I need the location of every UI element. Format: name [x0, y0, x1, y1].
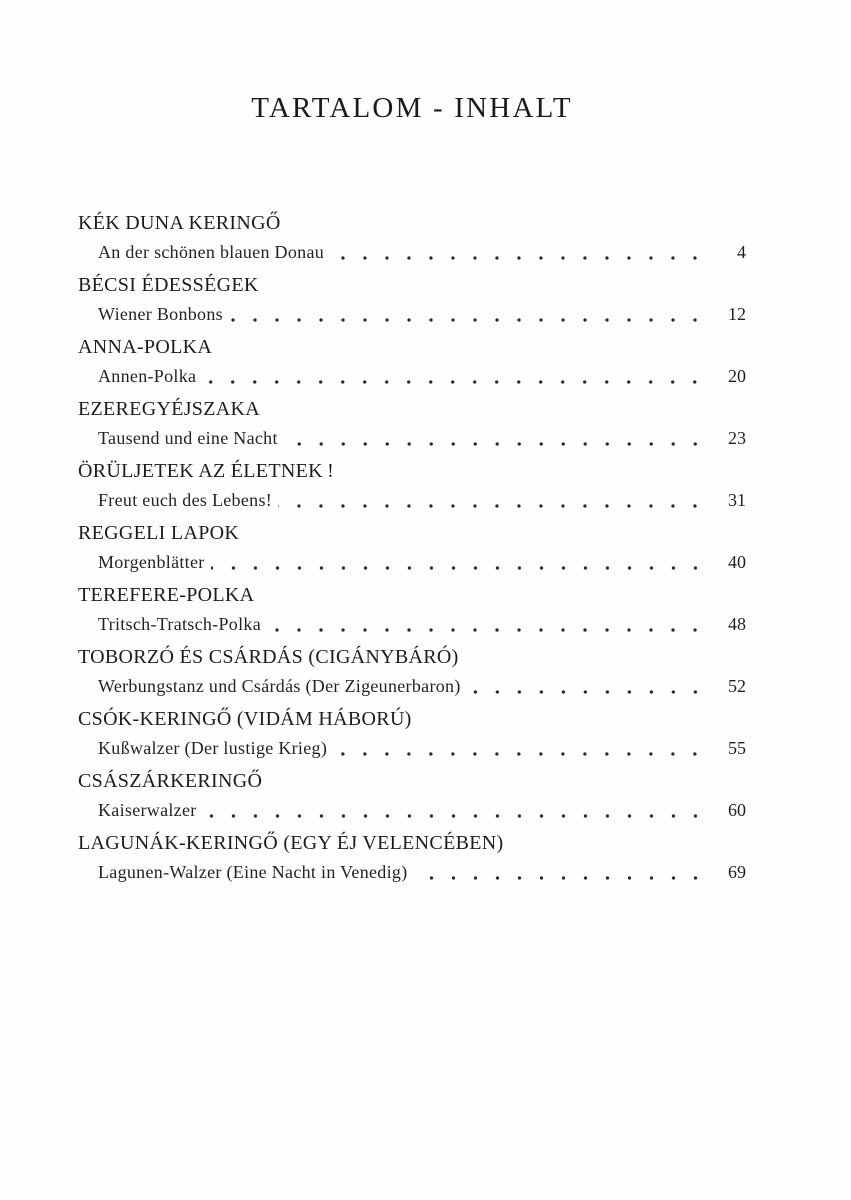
toc-entry: [78, 642, 746, 700]
entry-page-number: 69: [728, 862, 746, 882]
entry-title: ÖRÜLJETEK AZ ÉLETNEK !: [78, 460, 335, 482]
entry-subtitle-row: [78, 672, 746, 700]
entry-title: KÉK DUNA KERINGŐ: [78, 212, 281, 234]
toc-entry: [78, 270, 746, 328]
entry-subtitle-row: [78, 610, 746, 638]
toc-list: [78, 124, 746, 886]
toc-entry: [78, 208, 746, 266]
entry-page-number: 40: [728, 552, 746, 572]
dot-leader: [202, 362, 708, 390]
toc-entry: [78, 704, 746, 762]
entry-subtitle-row: [78, 548, 746, 576]
toc-entry: [78, 394, 746, 452]
entry-subtitle: Kaiserwalzer: [98, 800, 197, 820]
entry-page-number: 20: [728, 366, 746, 386]
entry-subtitle-row: [78, 796, 746, 824]
toc-entry: [78, 456, 746, 514]
entry-subtitle-row: [78, 734, 746, 762]
entry-page-number: 23: [728, 428, 746, 448]
entry-page-number: 4: [737, 242, 746, 262]
entry-page-number: 60: [728, 800, 746, 820]
dot-leader: [211, 548, 708, 576]
toc-entry: [78, 828, 746, 886]
entry-subtitle-row: [78, 300, 746, 328]
toc-entry: [78, 580, 746, 638]
dot-leader: [229, 300, 708, 328]
entry-subtitle-row: [78, 486, 746, 514]
entry-subtitle-row: [78, 424, 746, 452]
entry-title: CSÓK-KERINGŐ (VIDÁM HÁBORÚ): [78, 708, 412, 730]
entry-subtitle: Kußwalzer (Der lustige Krieg): [98, 738, 328, 758]
entry-title: REGGELI LAPOK: [78, 522, 240, 544]
entry-title: CSÁSZÁRKERINGŐ: [78, 770, 263, 792]
entry-subtitle-row: [78, 858, 746, 886]
page-title: TARTALOM - INHALT: [251, 92, 573, 124]
entry-title: ANNA-POLKA: [78, 336, 213, 358]
entry-subtitle: Annen-Polka: [98, 366, 197, 386]
entry-page-number: 48: [728, 614, 746, 634]
dot-leader: [203, 796, 708, 824]
entry-subtitle: Freut euch des Lebens!: [98, 490, 273, 510]
entry-title: TOBORZÓ ÉS CSÁRDÁS (CIGÁNYBÁRÓ): [78, 646, 459, 668]
toc-content: [78, 0, 746, 886]
entry-page-number: 55: [728, 738, 746, 758]
toc-entry: [78, 518, 746, 576]
entry-subtitle-row: [78, 238, 746, 266]
entry-page-number: 52: [728, 676, 746, 696]
dot-leader: [278, 486, 708, 514]
entry-title: BÉCSI ÉDESSÉGEK: [78, 274, 259, 296]
toc-entry: [78, 766, 746, 824]
toc-entry: [78, 332, 746, 390]
entry-title: EZEREGYÉJSZAKA: [78, 398, 260, 420]
entry-subtitle-row: [78, 362, 746, 390]
entry-page-number: 12: [728, 304, 746, 324]
dot-leader: [330, 238, 708, 266]
dot-leader: [414, 858, 709, 886]
entry-page-number: 31: [728, 490, 746, 510]
entry-subtitle: Werbungstanz und Csárdás (Der Zigeunerbaron): [98, 676, 461, 696]
dot-leader: [284, 424, 708, 452]
entry-subtitle: Morgenblätter: [98, 552, 205, 572]
entry-subtitle: An der schönen blauen Donau: [98, 242, 325, 262]
entry-title: TEREFERE-POLKA: [78, 584, 255, 606]
dot-leader: [467, 672, 708, 700]
entry-title: LAGUNÁK-KERINGŐ (EGY ÉJ VELENCÉBEN): [78, 832, 504, 854]
entry-subtitle: Tausend und eine Nacht: [98, 428, 278, 448]
entry-subtitle: Tritsch-Tratsch-Polka: [98, 614, 261, 634]
entry-subtitle: Lagunen-Walzer (Eine Nacht in Venedig): [98, 862, 408, 882]
dot-leader: [333, 734, 708, 762]
dot-leader: [267, 610, 708, 638]
entry-subtitle: Wiener Bonbons: [98, 304, 223, 324]
